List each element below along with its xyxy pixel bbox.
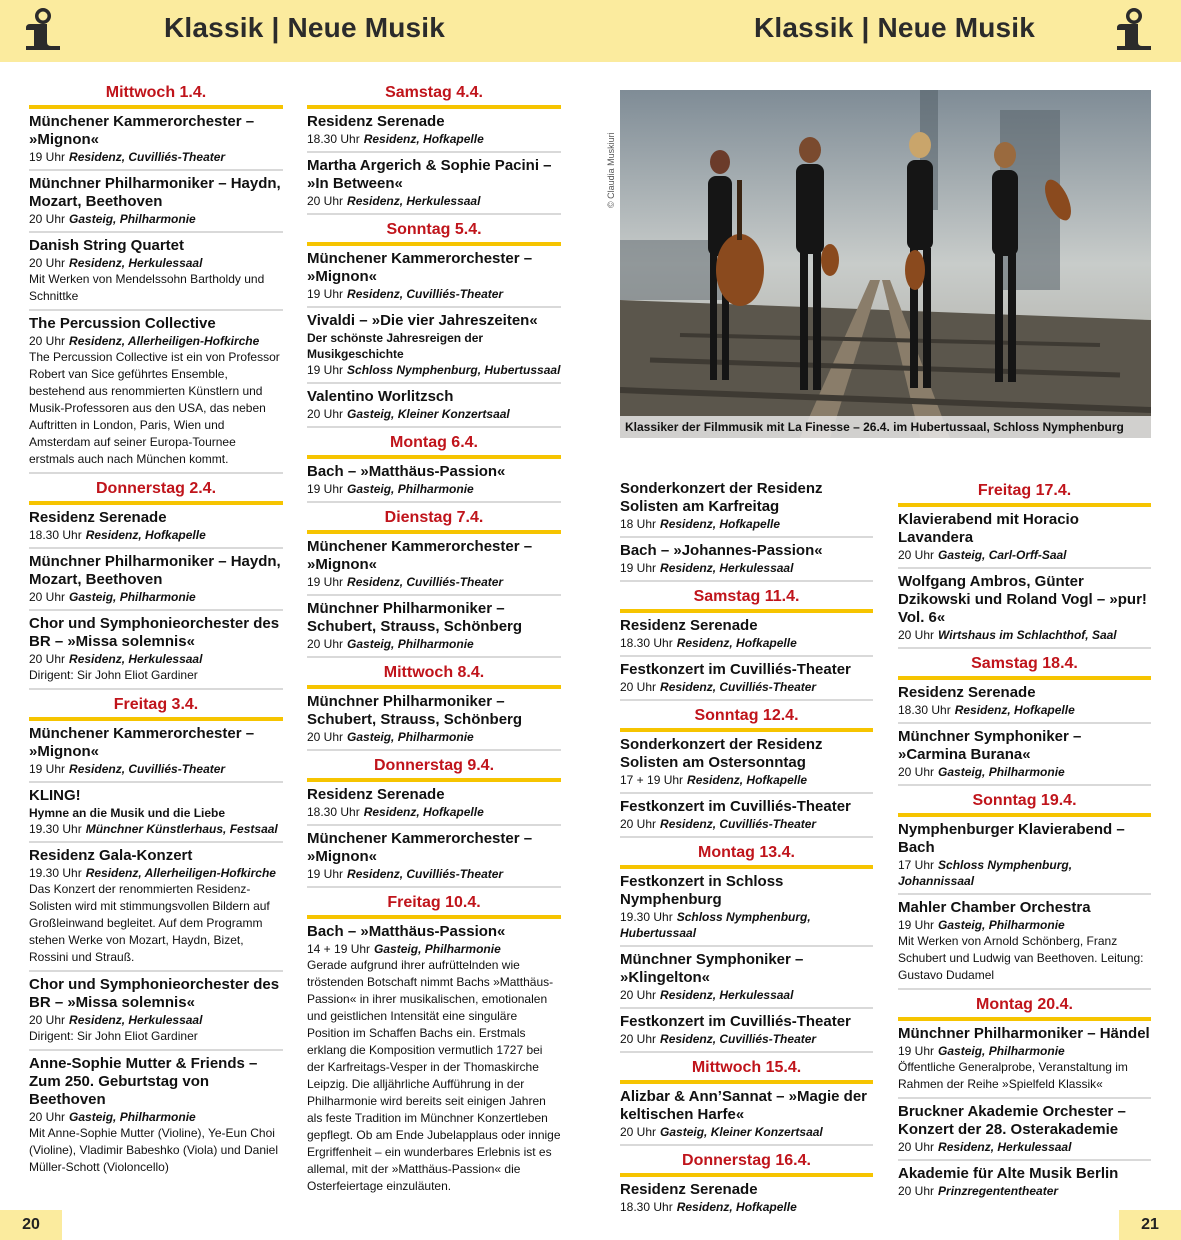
event-item	[620, 542, 873, 582]
event-item	[29, 553, 283, 611]
event-item	[307, 693, 561, 751]
event-venue: Residenz, Cuvilliés-Theater	[347, 575, 504, 589]
event-item	[307, 830, 561, 888]
event-description: Das Konzert der renommierten Residenz-Solisten wird mit stimmungsvollen Bildern auf Großleinwand begleitet. Auf dem Programm stehen Werke von Mozart, Haydn, Bizet, Rossini und Strauß.	[29, 882, 270, 964]
event-meta	[898, 857, 1151, 889]
event-venue: Gasteig, Philharmonie	[347, 482, 474, 496]
event-title: Anne-Sophie Mutter & Friends – Zum 250. Geburtstag von Beethoven	[29, 1055, 258, 1108]
info-i-icon	[22, 6, 64, 52]
event-meta	[620, 516, 873, 532]
event-venue: Residenz, Hofkapelle	[363, 805, 484, 819]
event-meta	[620, 560, 873, 576]
event-title: Residenz Serenade	[620, 1181, 758, 1198]
event-title: Vivaldi – »Die vier Jahreszeiten«	[307, 312, 538, 329]
event-time: 20 Uhr	[29, 1013, 66, 1027]
event-time: 20 Uhr	[620, 1125, 657, 1139]
event-venue: Gasteig, Philharmonie	[69, 1110, 196, 1124]
event-time: 20 Uhr	[29, 652, 66, 666]
event-time: 19 Uhr	[307, 363, 344, 377]
day-heading: Montag 6.4.	[307, 432, 561, 459]
day-heading: Freitag 17.4.	[898, 480, 1151, 507]
event-time: 19 Uhr	[620, 561, 657, 575]
event-venue: Schloss Nymphenburg, Hubertussaal	[620, 910, 811, 940]
event-time: 19 Uhr	[898, 918, 935, 932]
event-item	[620, 1181, 873, 1219]
event-item	[29, 315, 283, 474]
event-venue: Gasteig, Philharmonie	[69, 590, 196, 604]
event-title: Danish String Quartet	[29, 237, 185, 254]
event-title: Klavierabend mit Horacio Lavandera	[898, 511, 1079, 546]
event-time: 20 Uhr	[620, 988, 657, 1002]
event-title: Münchner Philharmoniker – Haydn, Mozart, Beethoven	[29, 175, 281, 210]
event-meta	[29, 149, 283, 165]
event-venue: Gasteig, Kleiner Konzertsaal	[660, 1125, 823, 1139]
event-time: 20 Uhr	[898, 628, 935, 642]
event-time: 18.30 Uhr	[620, 1200, 673, 1214]
event-item	[307, 600, 561, 658]
event-title: Münchner Philharmoniker – Haydn, Mozart, Beethoven	[29, 553, 281, 588]
event-meta	[620, 679, 873, 695]
event-title: Münchner Philharmoniker – Händel	[898, 1025, 1150, 1042]
event-title: Residenz Gala-Konzert	[29, 847, 193, 864]
event-time: 17 + 19 Uhr	[620, 773, 684, 787]
event-time: 18.30 Uhr	[307, 805, 360, 819]
event-time: 20 Uhr	[307, 407, 344, 421]
event-title: KLING!	[29, 787, 81, 804]
event-title: Residenz Serenade	[898, 684, 1036, 701]
event-venue: Residenz, Hofkapelle	[660, 517, 781, 531]
event-time: 18.30 Uhr	[307, 132, 360, 146]
event-title: Festkonzert im Cuvilliés-Theater	[620, 661, 851, 678]
event-venue: Residenz, Hofkapelle	[954, 703, 1075, 717]
day-heading: Freitag 10.4.	[307, 892, 561, 919]
event-meta	[29, 589, 283, 605]
column-4	[898, 480, 1151, 1207]
event-time: 20 Uhr	[307, 730, 344, 744]
info-i-icon	[1113, 6, 1155, 52]
event-meta	[620, 635, 873, 651]
event-time: 20 Uhr	[29, 256, 66, 270]
event-time: 19.30 Uhr	[29, 822, 82, 836]
event-meta	[29, 651, 283, 667]
column-2	[307, 82, 561, 1203]
event-item	[620, 873, 873, 947]
event-meta	[307, 193, 561, 209]
event-time: 20 Uhr	[29, 590, 66, 604]
event-venue: Residenz, Allerheiligen-Hofkirche	[85, 866, 276, 880]
event-title: Münchener Kammerorchester – »Mignon«	[29, 113, 255, 148]
event-item	[307, 786, 561, 826]
event-time: 19 Uhr	[307, 287, 344, 301]
event-venue: Residenz, Allerheiligen-Hofkirche	[69, 334, 260, 348]
page-number-left: 20	[0, 1210, 62, 1240]
event-venue: Residenz, Cuvilliés-Theater	[69, 150, 226, 164]
photo-credit-text: © Claudia Muskiuri	[606, 132, 616, 208]
day-heading: Sonntag 19.4.	[898, 790, 1151, 817]
event-venue: Residenz, Hofkapelle	[676, 1200, 797, 1214]
event-subtitle: Hymne an die Musik und die Liebe	[29, 806, 226, 820]
event-item	[307, 113, 561, 153]
event-item	[307, 312, 561, 384]
event-title: Münchener Kammerorchester – »Mignon«	[307, 538, 533, 573]
event-title: Festkonzert im Cuvilliés-Theater	[620, 798, 851, 815]
event-item	[898, 1025, 1151, 1099]
event-title: Münchner Philharmoniker – Schubert, Strauss, Schönberg	[307, 600, 523, 635]
event-time: 14 + 19 Uhr	[307, 942, 371, 956]
event-time: 20 Uhr	[29, 212, 66, 226]
day-heading: Samstag 4.4.	[307, 82, 561, 109]
event-time: 19.30 Uhr	[620, 910, 673, 924]
event-meta	[898, 1183, 1151, 1199]
event-title: The Percussion Collective	[29, 315, 216, 332]
event-meta	[307, 866, 561, 882]
day-heading: Freitag 3.4.	[29, 694, 283, 721]
event-title: Sonderkonzert der Residenz Solisten am Ostersonntag	[620, 736, 823, 771]
event-subtitle: Der schönste Jahresreigen der Musikgeschichte	[307, 331, 484, 361]
event-meta	[307, 481, 561, 497]
event-item	[620, 617, 873, 657]
event-meta	[29, 211, 283, 227]
event-meta	[29, 1012, 283, 1028]
event-item	[307, 538, 561, 596]
event-meta	[29, 527, 283, 543]
event-item	[620, 798, 873, 838]
event-title: Martha Argerich & Sophie Pacini – »In Between«	[307, 157, 552, 192]
event-item	[898, 1103, 1151, 1161]
column-3	[620, 480, 873, 1223]
event-time: 19 Uhr	[898, 1044, 935, 1058]
event-description: Mit Werken von Arnold Schönberg, Franz Schubert und Ludwig van Beethoven. Leitung: Gustavo Dudamel	[898, 934, 1144, 982]
event-venue: Residenz, Herkulessaal	[347, 194, 481, 208]
event-title: Bach – »Matthäus-Passion«	[307, 463, 506, 480]
event-meta	[620, 1031, 873, 1047]
event-title: Alizbar & Ann’Sannat – »Magie der keltischen Harfe«	[620, 1088, 867, 1123]
day-heading: Montag 20.4.	[898, 994, 1151, 1021]
day-heading: Samstag 18.4.	[898, 653, 1151, 680]
event-description: Mit Werken von Mendelssohn Bartholdy und Schnittke	[29, 272, 265, 303]
event-venue: Gasteig, Philharmonie	[69, 212, 196, 226]
event-meta	[29, 333, 283, 349]
event-time: 19.30 Uhr	[29, 866, 82, 880]
event-meta	[620, 772, 873, 788]
event-time: 20 Uhr	[29, 334, 66, 348]
event-meta	[307, 804, 561, 820]
event-item	[29, 175, 283, 233]
page-number-right: 21	[1119, 1210, 1181, 1240]
event-item	[620, 1013, 873, 1053]
photo-caption: Klassiker der Filmmusik mit La Finesse – 26.4. im Hubertussaal, Schloss Nymphenburg	[620, 416, 1151, 438]
event-item	[29, 113, 283, 171]
event-title: Münchner Symphoniker – »Klingelton«	[620, 951, 804, 986]
event-item	[307, 250, 561, 308]
event-description: Mit Anne-Sophie Mutter (Violine), Ye-Eun Choi (Violine), Vladimir Babeshko (Viola) und Daniel Müller-Schott (Violoncello)	[29, 1126, 279, 1174]
event-description: Gerade aufgrund ihrer aufrüttelnden wie tröstenden Botschaft nimmt Bachs »Matthäus-Passion« in ihrer musikalischen, emotionalen und geistlichen Intensität eine singuläre Position im Schaffen Bachs ein. Erstmals erklang die Komposition vermutlich 1727 bei der Karfreitags-Vesper in der Thomaskirche Leipzig. Die alljährliche Aufführung in der Philharmonie wird bereits seit einigen Jahren als feste Tradition im Münchner Konzertleben gepflegt. Ob am Ende Jubelapplaus oder innige Ergriffenheit – ein wunderbares Erlebnis ist es allemal, mit der »Matthäus-Passion« die Osterfeiertage einzuläuten.	[307, 958, 561, 1193]
event-title: Residenz Serenade	[620, 617, 758, 634]
event-time: 20 Uhr	[620, 1032, 657, 1046]
event-item	[620, 1088, 873, 1146]
event-title: Residenz Serenade	[307, 113, 445, 130]
event-time: 19 Uhr	[307, 482, 344, 496]
event-title: Residenz Serenade	[29, 509, 167, 526]
event-meta	[898, 764, 1151, 780]
event-time: 17 Uhr	[898, 858, 935, 872]
event-title: Festkonzert im Cuvilliés-Theater	[620, 1013, 851, 1030]
page-title-left: Klassik | Neue Musik	[164, 12, 446, 43]
event-description: The Percussion Collective ist ein von Professor Robert van Sice geführtes Ensemble, bestehend aus renommierten Künstlern und Musik-Professoren aus den USA, das neben Auftritten in London, Paris, Wien und Amsterdam auf seiner Europa-Tournee erstmals auch nach München kommt.	[29, 350, 280, 466]
event-time: 20 Uhr	[620, 817, 657, 831]
event-item	[29, 847, 283, 972]
event-description: Dirigent: Sir John Eliot Gardiner	[29, 1029, 198, 1043]
event-venue: Residenz, Cuvilliés-Theater	[660, 680, 817, 694]
event-item	[620, 736, 873, 794]
event-meta	[307, 729, 561, 745]
event-time: 20 Uhr	[29, 1110, 66, 1124]
event-venue: Residenz, Cuvilliés-Theater	[347, 867, 504, 881]
event-item	[29, 787, 283, 843]
event-meta	[29, 761, 283, 777]
concert-photo	[620, 90, 1151, 438]
event-venue: Residenz, Hofkapelle	[687, 773, 808, 787]
photo-credit	[606, 90, 618, 210]
event-description: Dirigent: Sir John Eliot Gardiner	[29, 668, 198, 682]
event-item	[898, 684, 1151, 724]
event-item	[620, 661, 873, 701]
event-time: 18.30 Uhr	[29, 528, 82, 542]
event-title: Bruckner Akademie Orchester – Konzert der 28. Osterakademie	[898, 1103, 1126, 1138]
event-item	[29, 237, 283, 311]
event-item	[29, 615, 283, 690]
event-time: 20 Uhr	[620, 680, 657, 694]
event-title: Valentino Worlitzsch	[307, 388, 454, 405]
event-meta	[620, 1199, 873, 1215]
event-description: Öffentliche Generalprobe, Veranstaltung im Rahmen der Reihe »Spielfeld Klassik«	[898, 1060, 1128, 1091]
event-venue: Münchner Künstlerhaus, Festsaal	[85, 822, 278, 836]
event-item	[307, 923, 561, 1199]
event-venue: Residenz, Herkulessaal	[69, 1013, 203, 1027]
event-meta	[898, 547, 1151, 563]
event-meta	[898, 917, 1151, 933]
event-meta	[29, 865, 283, 881]
event-venue: Residenz, Herkulessaal	[660, 561, 794, 575]
day-heading: Donnerstag 16.4.	[620, 1150, 873, 1177]
event-time: 20 Uhr	[307, 194, 344, 208]
event-meta	[620, 1124, 873, 1140]
event-meta	[29, 1109, 283, 1125]
event-title: Mahler Chamber Orchestra	[898, 899, 1091, 916]
event-time: 20 Uhr	[898, 1140, 935, 1154]
event-item	[898, 821, 1151, 895]
event-item	[620, 480, 873, 538]
event-meta	[307, 406, 561, 422]
event-item	[29, 976, 283, 1051]
event-title: Münchner Symphoniker – »Carmina Burana«	[898, 728, 1082, 763]
event-title: Wolfgang Ambros, Günter Dzikowski und Roland Vogl – »pur! Vol. 6«	[898, 573, 1147, 626]
event-title: Bach – »Matthäus-Passion«	[307, 923, 506, 940]
event-time: 19 Uhr	[307, 575, 344, 589]
event-title: Münchener Kammerorchester – »Mignon«	[307, 250, 533, 285]
event-venue: Gasteig, Philharmonie	[938, 918, 1065, 932]
day-heading: Sonntag 5.4.	[307, 219, 561, 246]
event-title: Münchener Kammerorchester – »Mignon«	[307, 830, 533, 865]
day-heading: Donnerstag 2.4.	[29, 478, 283, 505]
event-meta	[307, 286, 561, 302]
event-item	[29, 1055, 283, 1180]
event-meta	[620, 816, 873, 832]
event-meta	[29, 821, 283, 837]
event-title: Akademie für Alte Musik Berlin	[898, 1165, 1119, 1182]
day-heading: Sonntag 12.4.	[620, 705, 873, 732]
event-meta	[307, 636, 561, 652]
event-venue: Gasteig, Kleiner Konzertsaal	[347, 407, 510, 421]
event-time: 18.30 Uhr	[620, 636, 673, 650]
event-meta	[898, 627, 1151, 643]
event-meta	[307, 941, 561, 957]
event-venue: Residenz, Herkulessaal	[938, 1140, 1072, 1154]
event-title: Münchener Kammerorchester – »Mignon«	[29, 725, 255, 760]
event-meta	[898, 702, 1151, 718]
event-venue: Prinzregententheater	[938, 1184, 1059, 1198]
event-item	[898, 1165, 1151, 1203]
event-venue: Residenz, Hofkapelle	[363, 132, 484, 146]
event-item	[307, 463, 561, 503]
event-venue: Gasteig, Philharmonie	[938, 765, 1065, 779]
event-venue: Gasteig, Philharmonie	[374, 942, 501, 956]
event-venue: Residenz, Herkulessaal	[69, 256, 203, 270]
event-title: Bach – »Johannes-Passion«	[620, 542, 823, 559]
event-venue: Residenz, Cuvilliés-Theater	[347, 287, 504, 301]
event-venue: Schloss Nymphenburg, Hubertussaal	[347, 363, 561, 377]
event-time: 18 Uhr	[620, 517, 657, 531]
page-title-right: Klassik | Neue Musik	[754, 12, 1036, 43]
event-venue: Schloss Nymphenburg, Johannissaal	[898, 858, 1073, 888]
event-meta	[29, 255, 283, 271]
day-heading: Montag 13.4.	[620, 842, 873, 869]
event-venue: Gasteig, Philharmonie	[347, 730, 474, 744]
event-title: Sonderkonzert der Residenz Solisten am Karfreitag	[620, 480, 823, 515]
day-heading: Donnerstag 9.4.	[307, 755, 561, 782]
event-venue: Residenz, Cuvilliés-Theater	[69, 762, 226, 776]
column-1	[29, 82, 283, 1184]
event-meta	[307, 362, 561, 378]
event-time: 20 Uhr	[898, 765, 935, 779]
event-item	[620, 951, 873, 1009]
day-heading: Dienstag 7.4.	[307, 507, 561, 534]
event-meta	[307, 131, 561, 147]
event-venue: Residenz, Herkulessaal	[69, 652, 203, 666]
event-item	[29, 509, 283, 549]
event-title: Residenz Serenade	[307, 786, 445, 803]
event-item	[307, 388, 561, 428]
event-time: 19 Uhr	[307, 867, 344, 881]
event-meta	[898, 1043, 1151, 1059]
day-heading: Mittwoch 1.4.	[29, 82, 283, 109]
event-item	[29, 725, 283, 783]
event-time: 19 Uhr	[29, 762, 66, 776]
event-venue: Residenz, Herkulessaal	[660, 988, 794, 1002]
concert-photo-illustration	[620, 90, 1151, 438]
event-item	[898, 899, 1151, 990]
event-item	[898, 511, 1151, 569]
event-item	[898, 728, 1151, 786]
event-item	[307, 157, 561, 215]
event-item	[898, 573, 1151, 649]
event-venue: Gasteig, Carl-Orff-Saal	[938, 548, 1067, 562]
event-venue: Gasteig, Philharmonie	[938, 1044, 1065, 1058]
event-venue: Residenz, Hofkapelle	[676, 636, 797, 650]
event-title: Chor und Symphonieorchester des BR – »Missa solemnis«	[29, 615, 280, 650]
event-time: 20 Uhr	[307, 637, 344, 651]
event-time: 20 Uhr	[898, 1184, 935, 1198]
day-heading: Samstag 11.4.	[620, 586, 873, 613]
event-time: 19 Uhr	[29, 150, 66, 164]
event-venue: Gasteig, Philharmonie	[347, 637, 474, 651]
event-meta	[898, 1139, 1151, 1155]
event-title: Festkonzert in Schloss Nymphenburg	[620, 873, 784, 908]
event-venue: Residenz, Cuvilliés-Theater	[660, 817, 817, 831]
day-heading: Mittwoch 15.4.	[620, 1057, 873, 1084]
event-title: Münchner Philharmoniker – Schubert, Strauss, Schönberg	[307, 693, 523, 728]
event-venue: Residenz, Hofkapelle	[85, 528, 206, 542]
event-venue: Wirtshaus im Schlachthof, Saal	[938, 628, 1117, 642]
event-meta	[307, 574, 561, 590]
event-venue: Residenz, Cuvilliés-Theater	[660, 1032, 817, 1046]
event-title: Chor und Symphonieorchester des BR – »Missa solemnis«	[29, 976, 280, 1011]
event-meta	[620, 909, 873, 941]
event-meta	[620, 987, 873, 1003]
event-time: 20 Uhr	[898, 548, 935, 562]
event-title: Nymphenburger Klavierabend – Bach	[898, 821, 1125, 856]
event-time: 18.30 Uhr	[898, 703, 951, 717]
day-heading: Mittwoch 8.4.	[307, 662, 561, 689]
